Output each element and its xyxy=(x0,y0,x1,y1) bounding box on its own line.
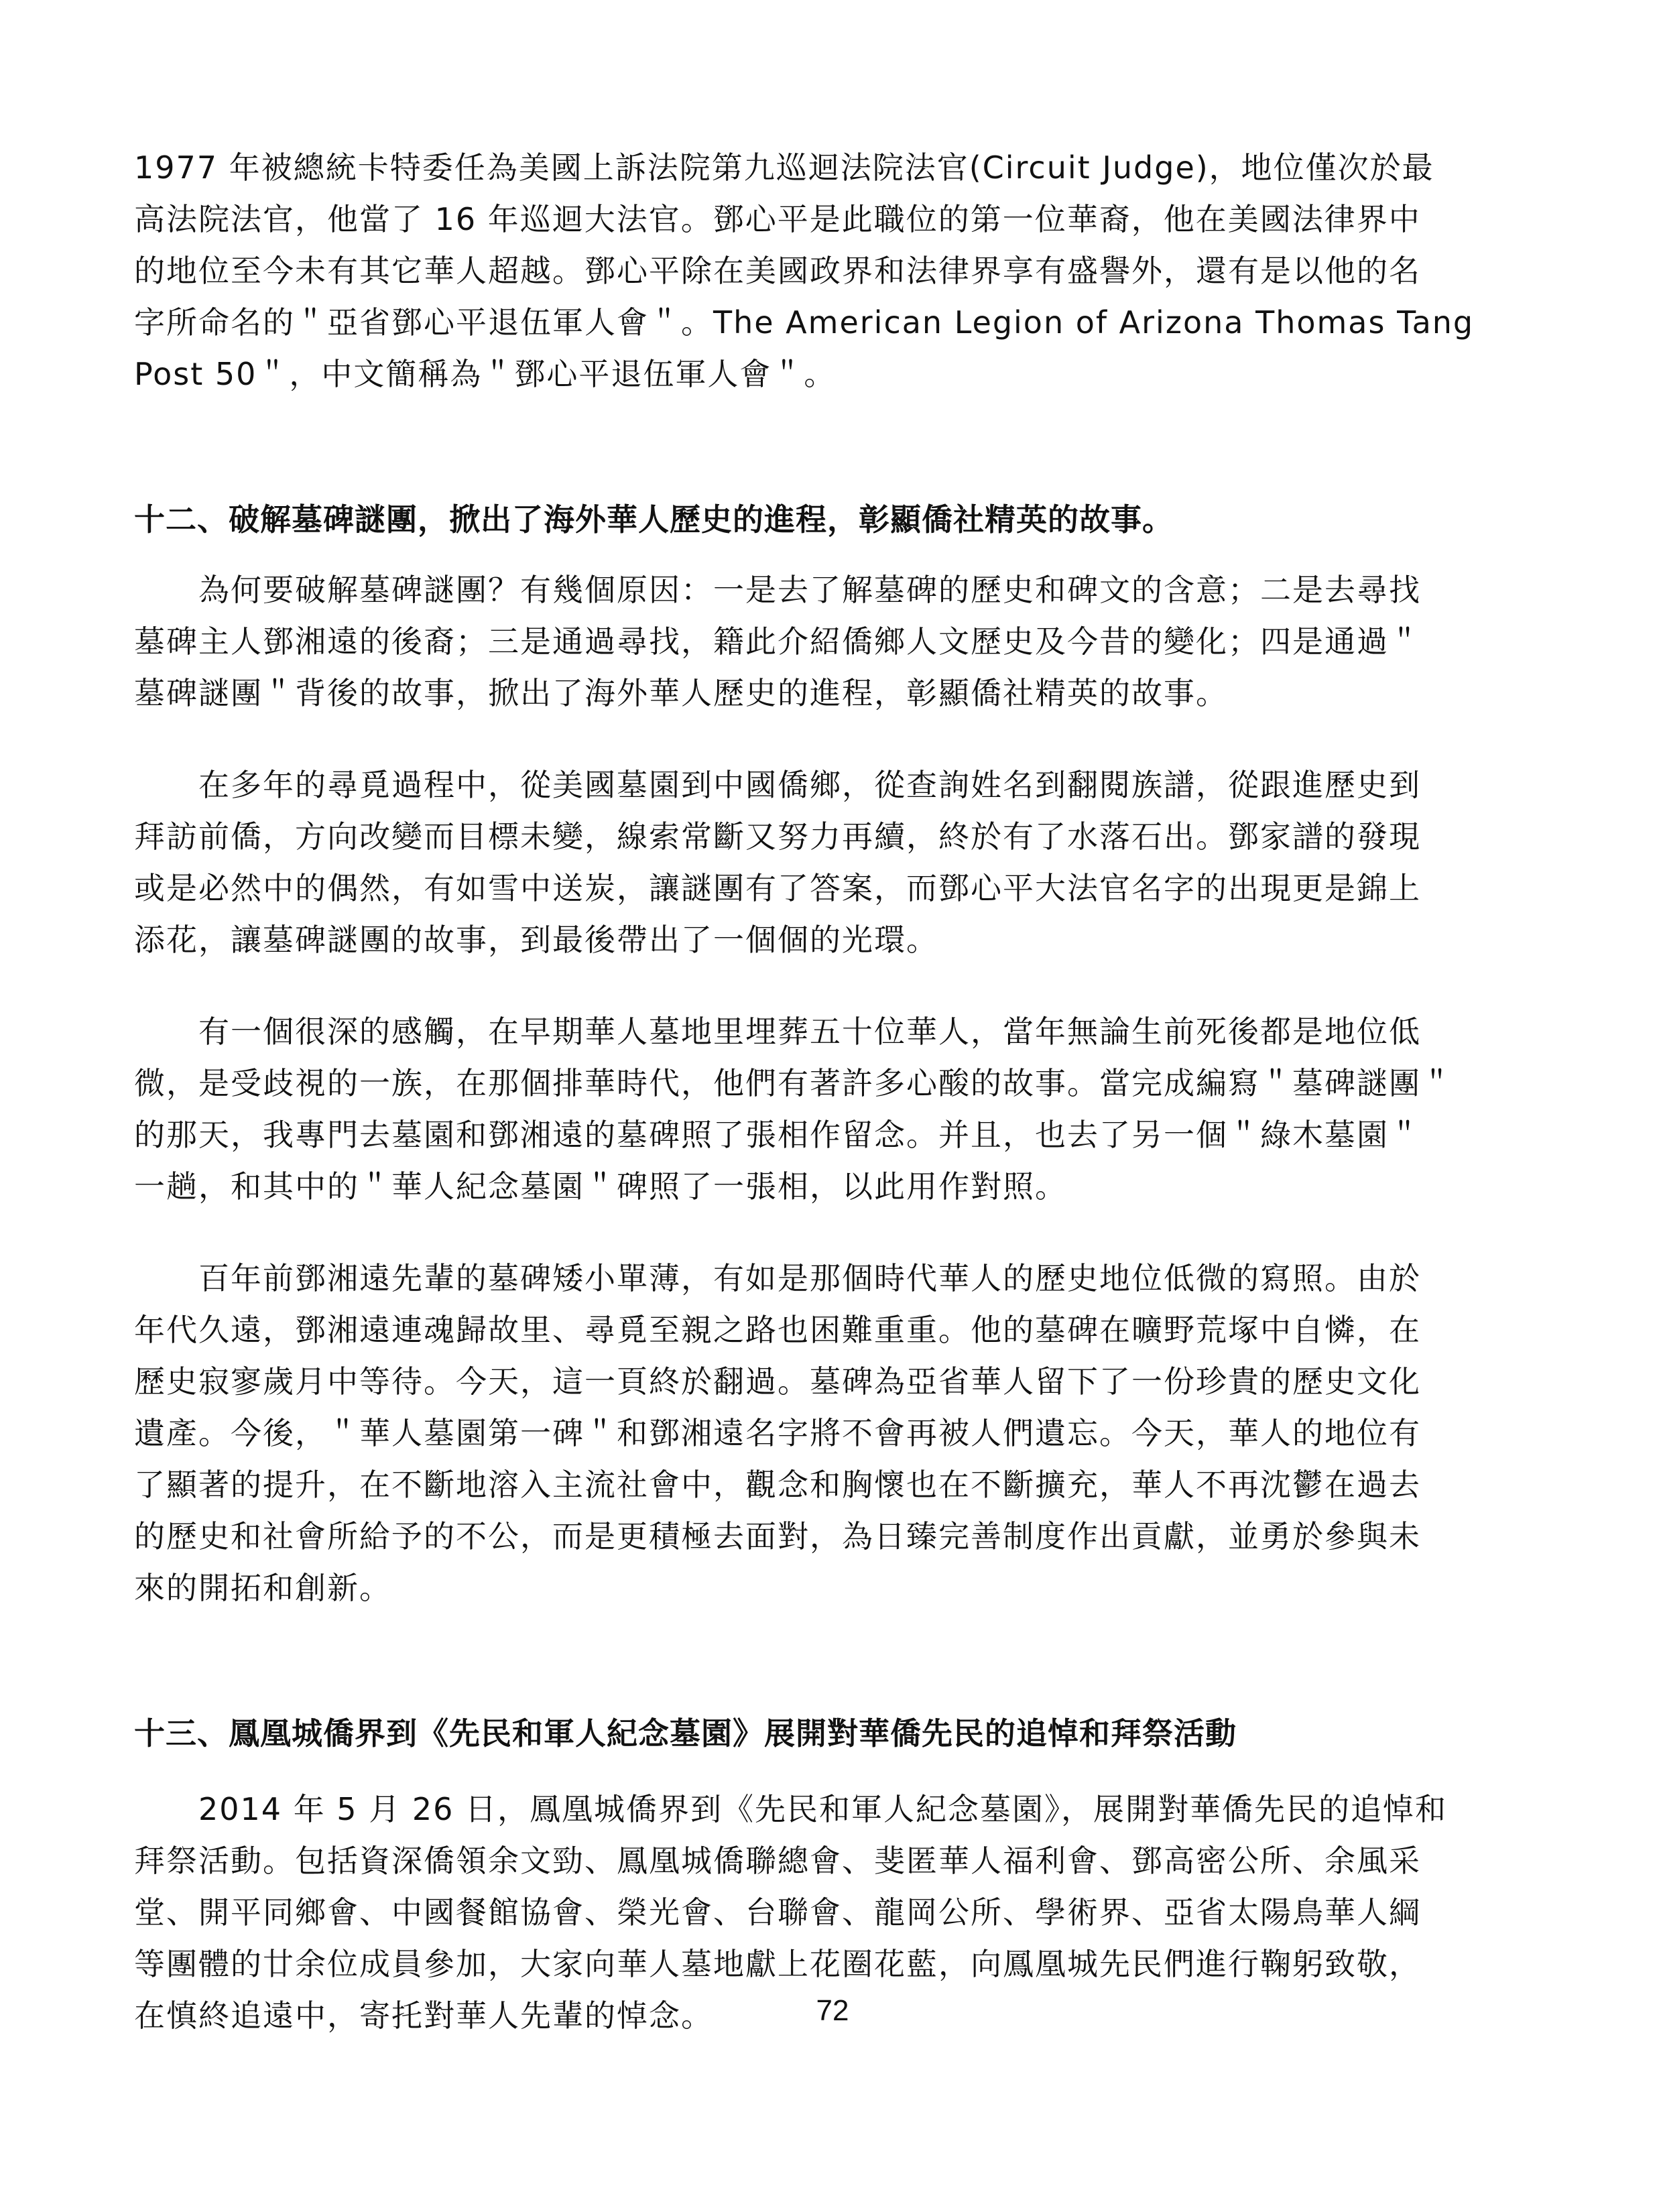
section-12-heading: 十二、破解墓碑謎團，掀出了海外華人歷史的進程，彰顯僑社精英的故事。 xyxy=(134,501,1174,538)
text-line: 的歷史和社會所給予的不公，而是更積極去面對，為日臻完善制度作出貢獻，並勇於參與未 xyxy=(134,1518,1421,1554)
section-12-paragraph-1 xyxy=(134,564,1461,719)
section-12-paragraph-2 xyxy=(134,759,1461,966)
text-line: 拜祭活動。包括資深僑領余文勁、鳳凰城僑聯總會、斐匿華人福利會、鄧高密公所、余風采 xyxy=(134,1843,1421,1879)
text-line: 有一個很深的感觸，在早期華人墓地里埋葬五十位華人，當年無論生前死後都是地位低 xyxy=(198,1013,1421,1050)
text-line: 的那天，我專門去墓園和鄧湘遠的墓碑照了張相作留念。并且，也去了另一個＂綠木墓園＂ xyxy=(134,1117,1421,1153)
document-page xyxy=(134,142,1475,2042)
text-line: 的地位至今未有其它華人超越。鄧心平除在美國政界和法律界享有盛譽外，還有是以他的名 xyxy=(134,253,1421,289)
text-line: 字所命名的＂亞省鄧心平退伍軍人會＂。The American Legion of Arizona Thomas Tang xyxy=(134,304,1475,341)
text-line: 歷史寂寥歲月中等待。今天，這一頁終於翻過。墓碑為亞省華人留下了一份珍貴的歷史文化 xyxy=(134,1363,1421,1400)
text-line: 添花，讓墓碑謎團的故事，到最後帶出了一個個的光環。 xyxy=(134,922,938,958)
text-line: 一趟，和其中的＂華人紀念墓園＂碑照了一張相，以此用作對照。 xyxy=(134,1168,1067,1205)
text-line: 遺產。今後，＂華人墓園第一碑＂和鄧湘遠名字將不會再被人們遺忘。今天，華人的地位有 xyxy=(134,1415,1421,1451)
text-line: 了顯著的提升，在不斷地溶入主流社會中，觀念和胸懷也在不斷擴充，華人不再沈鬱在過去 xyxy=(134,1467,1421,1503)
section-12-paragraph-4 xyxy=(134,1253,1461,1614)
text-line: 2014 年 5 月 26 日，鳳凰城僑界到《先民和軍人紀念墓園》，展開對華僑先民的追悼和 xyxy=(198,1791,1447,1827)
text-line: 高法院法官，他當了 16 年巡迴大法官。鄧心平是此職位的第一位華裔，他在美國法律界中 xyxy=(134,201,1421,237)
text-line: 1977 年被總統卡特委任為美國上訴法院第九巡迴法院法官(Circuit Judge)，地位僅次於最 xyxy=(134,149,1434,186)
text-line: 墓碑主人鄧湘遠的後裔；三是通過尋找，籍此介紹僑鄉人文歷史及今昔的變化；四是通過＂ xyxy=(134,623,1421,660)
continuation-paragraph xyxy=(134,142,1475,400)
text-line: 堂、開平同鄉會、中國餐館協會、榮光會、台聯會、龍岡公所、學術界、亞省太陽鳥華人綱 xyxy=(134,1894,1421,1930)
text-line: 拜訪前僑，方向改變而目標未變，線索常斷又努力再續，終於有了水落石出。鄧家譜的發現 xyxy=(134,818,1421,855)
text-line: 為何要破解墓碑謎團？有幾個原因：一是去了解墓碑的歷史和碑文的含意；二是去尋找 xyxy=(198,572,1421,608)
section-13-heading: 十三、鳳凰城僑界到《先民和軍人紀念墓園》展開對華僑先民的追悼和拜祭活動 xyxy=(134,1715,1237,1752)
text-line: 百年前鄧湘遠先輩的墓碑矮小單薄，有如是那個時代華人的歷史地位低微的寫照。由於 xyxy=(198,1260,1421,1296)
text-line: 年代久遠，鄧湘遠連魂歸故里、尋覓至親之路也困難重重。他的墓碑在曠野荒塚中自憐，在 xyxy=(134,1312,1421,1348)
page-number: 72 xyxy=(816,1994,849,2027)
section-12-paragraph-3 xyxy=(134,1006,1461,1213)
text-line: 墓碑謎團＂背後的故事，掀出了海外華人歷史的進程，彰顯僑社精英的故事。 xyxy=(134,675,1228,711)
text-line: 在多年的尋覓過程中，從美國墓園到中國僑鄉，從查詢姓名到翻閱族譜，從跟進歷史到 xyxy=(198,767,1421,803)
text-line: 或是必然中的偶然，有如雪中送炭，讓謎團有了答案，而鄧心平大法官名字的出現更是錦上 xyxy=(134,870,1421,906)
text-line: 在慎終追遠中，寄托對華人先輩的悼念。 xyxy=(134,1998,713,2034)
text-line: 微，是受歧視的一族，在那個排華時代，他們有著許多心酸的故事。當完成編寫＂墓碑謎團＂ xyxy=(134,1065,1453,1101)
text-line: Post 50＂，中文簡稱為＂鄧心平退伍軍人會＂。 xyxy=(134,356,837,392)
text-line: 等團體的廿余位成員參加，大家向華人墓地獻上花圈花藍，向鳳凰城先民們進行鞠躬致敬， xyxy=(134,1946,1421,1982)
text-line: 來的開拓和創新。 xyxy=(134,1570,391,1606)
